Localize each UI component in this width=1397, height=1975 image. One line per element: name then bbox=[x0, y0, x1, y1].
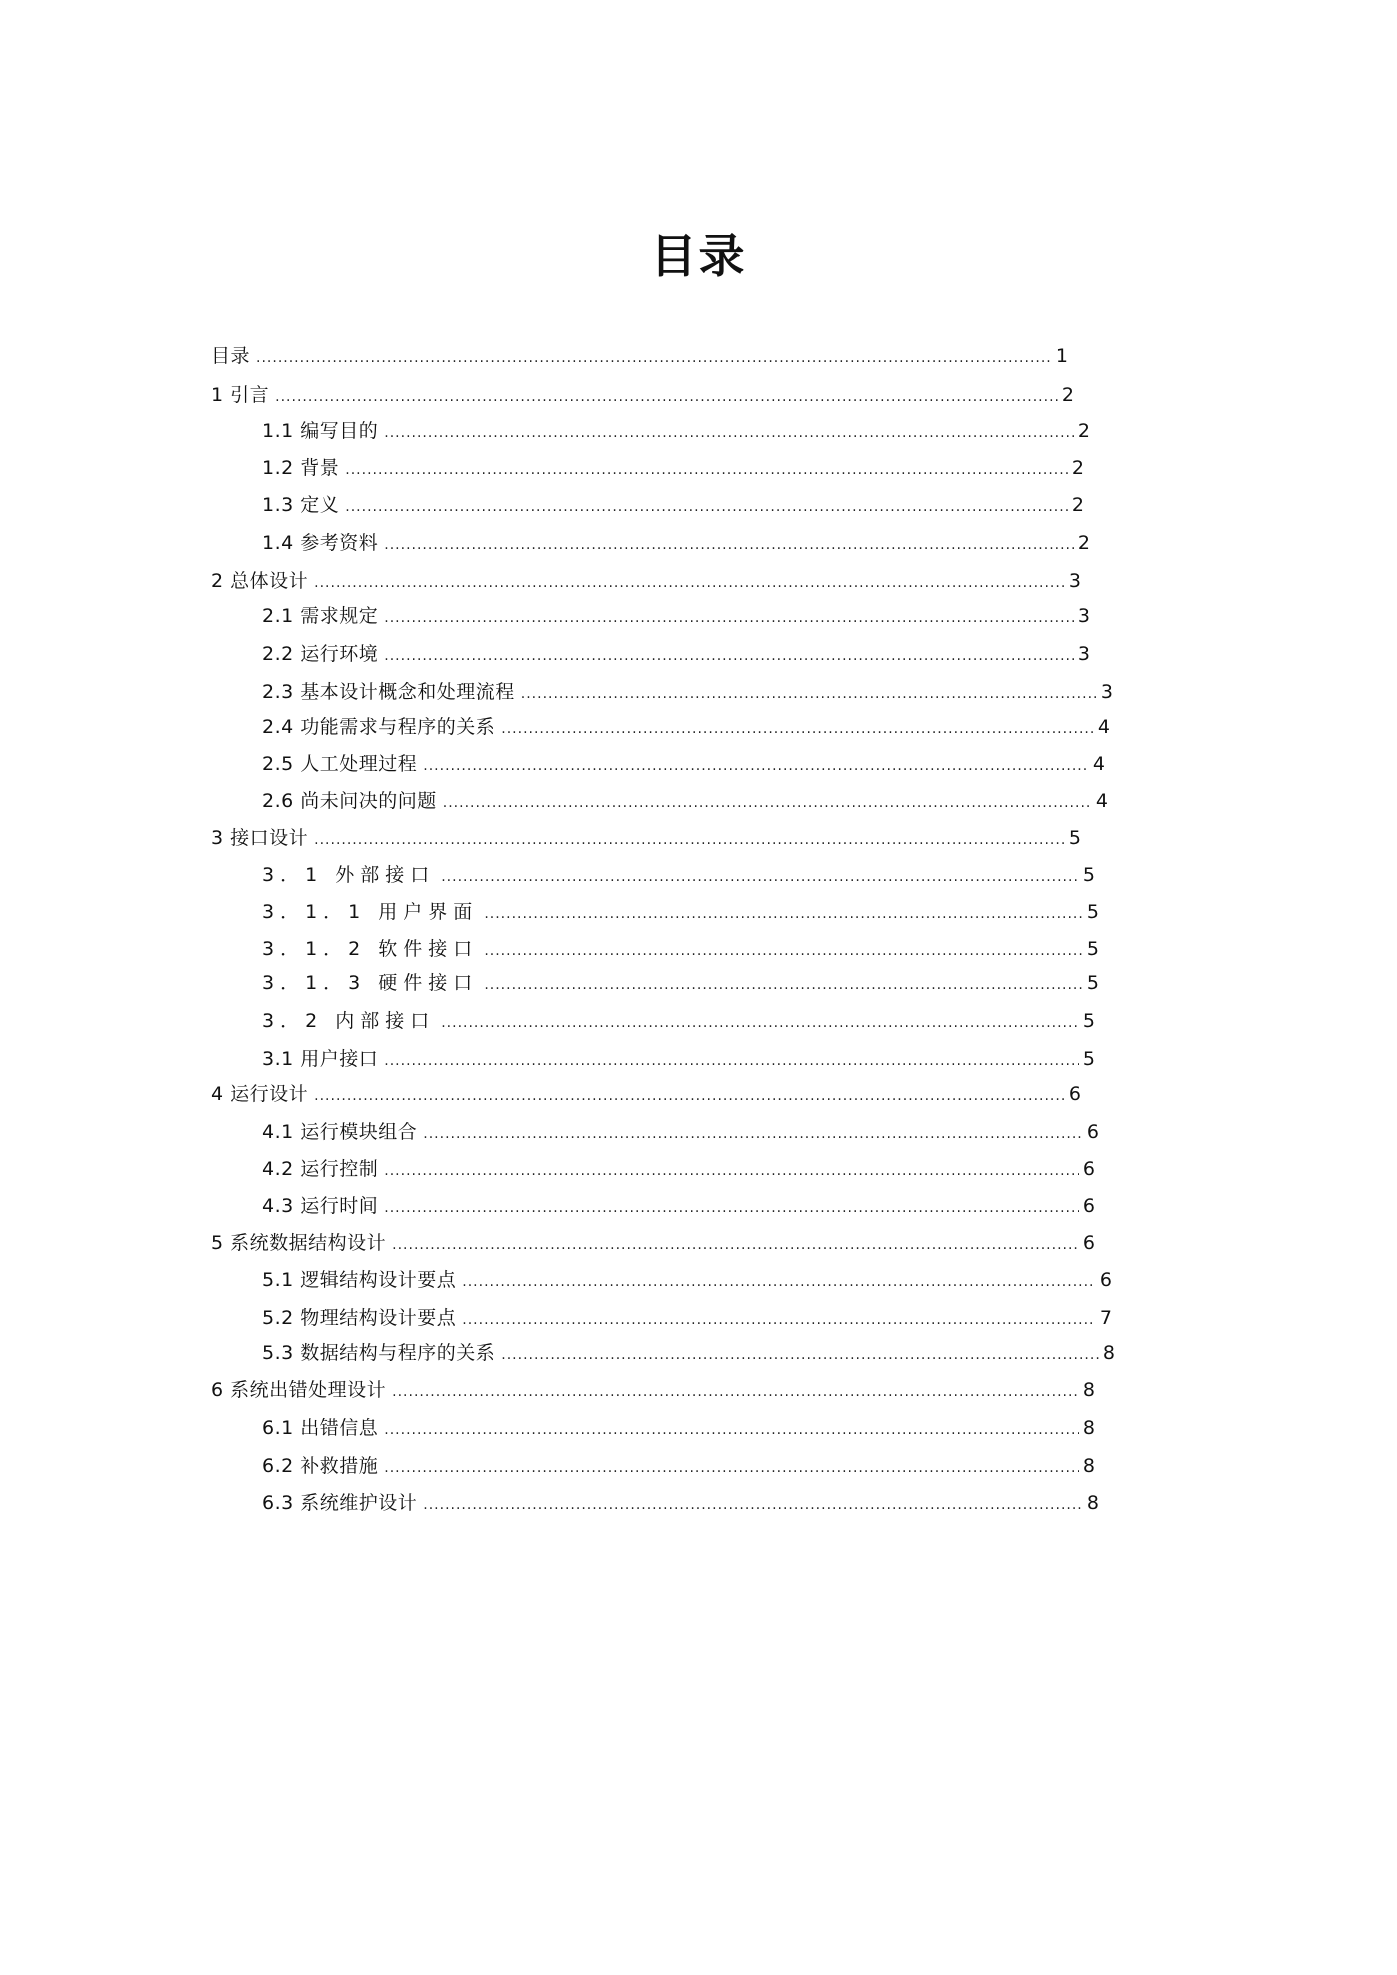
toc-entry[interactable] bbox=[211, 1230, 1095, 1258]
dot-leader bbox=[314, 570, 1065, 596]
dot-leader bbox=[521, 681, 1097, 707]
toc-entry-label: 3．1．3 硬件接口 bbox=[262, 972, 479, 994]
toc-entry-page: 5 bbox=[1082, 1048, 1095, 1070]
toc-entry-page: 5 bbox=[1082, 864, 1095, 886]
dot-leader bbox=[423, 1492, 1083, 1518]
toc-entry-label: 6.2 补救措施 bbox=[262, 1455, 379, 1477]
toc-entry[interactable] bbox=[262, 1453, 1095, 1481]
toc-entry[interactable] bbox=[262, 1340, 1115, 1368]
dot-leader bbox=[501, 1342, 1099, 1368]
toc-entry-page: 6 bbox=[1099, 1269, 1112, 1291]
toc-entry[interactable] bbox=[262, 492, 1084, 520]
dot-leader bbox=[384, 1048, 1079, 1074]
toc-entry-page: 8 bbox=[1102, 1342, 1115, 1364]
dot-leader bbox=[345, 494, 1068, 520]
dot-leader bbox=[423, 753, 1089, 779]
toc-entry[interactable] bbox=[262, 1008, 1095, 1036]
toc-entry[interactable] bbox=[262, 1119, 1099, 1147]
toc-entry-page: 5 bbox=[1082, 1010, 1095, 1032]
toc-entry-label: 3．1．1 用户界面 bbox=[262, 901, 479, 923]
toc-entry-label: 5.2 物理结构设计要点 bbox=[262, 1307, 457, 1329]
dot-leader bbox=[384, 420, 1074, 446]
toc-entry[interactable] bbox=[262, 714, 1110, 742]
toc-entry-label: 4.2 运行控制 bbox=[262, 1158, 379, 1180]
dot-leader bbox=[256, 345, 1052, 371]
toc-entry-label: 2.4 功能需求与程序的关系 bbox=[262, 716, 496, 738]
dot-leader bbox=[443, 790, 1092, 816]
toc-entry-page: 4 bbox=[1092, 753, 1105, 775]
toc-entry-page: 6 bbox=[1068, 1083, 1081, 1105]
dot-leader bbox=[384, 1195, 1079, 1221]
toc-entry-label: 5 系统数据结构设计 bbox=[211, 1232, 387, 1254]
toc-entry-page: 2 bbox=[1071, 457, 1084, 479]
dot-leader bbox=[484, 901, 1083, 927]
toc-entry[interactable] bbox=[262, 862, 1095, 890]
toc-entry[interactable] bbox=[262, 1305, 1112, 1333]
toc-entry-page: 2 bbox=[1071, 494, 1084, 516]
dot-leader bbox=[501, 716, 1094, 742]
dot-leader bbox=[441, 864, 1079, 890]
toc-entry-label: 1 引言 bbox=[211, 384, 270, 406]
toc-entry-page: 8 bbox=[1086, 1492, 1099, 1514]
dot-leader bbox=[384, 1158, 1079, 1184]
toc-entry[interactable] bbox=[262, 1267, 1112, 1295]
toc-entry-label: 4.3 运行时间 bbox=[262, 1195, 379, 1217]
toc-entry-page: 6 bbox=[1082, 1158, 1095, 1180]
toc-entry-label: 2.5 人工处理过程 bbox=[262, 753, 418, 775]
toc-entry-label: 1.3 定义 bbox=[262, 494, 340, 516]
toc-entry-page: 5 bbox=[1086, 901, 1099, 923]
dot-leader bbox=[462, 1269, 1096, 1295]
toc-entry-label: 3．2 内部接口 bbox=[262, 1010, 436, 1032]
dot-leader bbox=[314, 1083, 1065, 1109]
dot-leader bbox=[441, 1010, 1079, 1036]
toc-entry-label: 1.2 背景 bbox=[262, 457, 340, 479]
toc-entry-page: 3 bbox=[1068, 570, 1081, 592]
dot-leader bbox=[484, 938, 1083, 964]
toc-entry-page: 3 bbox=[1077, 605, 1090, 627]
toc-entry-label: 6 系统出错处理设计 bbox=[211, 1379, 387, 1401]
toc-entry[interactable] bbox=[262, 455, 1084, 483]
toc-entry[interactable] bbox=[211, 1377, 1095, 1405]
toc-entry-label: 6.1 出错信息 bbox=[262, 1417, 379, 1439]
toc-entry-label: 1.1 编写目的 bbox=[262, 420, 379, 442]
toc-entry-page: 7 bbox=[1099, 1307, 1112, 1329]
toc-entry[interactable] bbox=[262, 788, 1108, 816]
toc-entry-label: 3．1 外部接口 bbox=[262, 864, 436, 886]
toc-entry-page: 2 bbox=[1077, 532, 1090, 554]
toc-entry[interactable] bbox=[211, 1081, 1081, 1109]
toc-entry-label: 2.3 基本设计概念和处理流程 bbox=[262, 681, 515, 703]
dot-leader bbox=[384, 1455, 1079, 1481]
toc-entry-page: 3 bbox=[1100, 681, 1113, 703]
dot-leader bbox=[384, 1417, 1079, 1443]
dot-leader bbox=[314, 827, 1065, 853]
toc-entry-label: 1.4 参考资料 bbox=[262, 532, 379, 554]
toc-entry-label: 5.3 数据结构与程序的关系 bbox=[262, 1342, 496, 1364]
dot-leader bbox=[392, 1232, 1079, 1258]
toc-entry-page: 1 bbox=[1055, 345, 1068, 367]
toc-entry[interactable] bbox=[262, 1490, 1099, 1518]
dot-leader bbox=[384, 605, 1074, 631]
toc-entry-page: 8 bbox=[1082, 1455, 1095, 1477]
toc-entry[interactable] bbox=[262, 1415, 1095, 1443]
toc-entry-page: 2 bbox=[1077, 420, 1090, 442]
toc-entry-page: 6 bbox=[1082, 1232, 1095, 1254]
dot-leader bbox=[462, 1307, 1096, 1333]
toc-entry-label: 3．1．2 软件接口 bbox=[262, 938, 479, 960]
toc-entry-label: 5.1 逻辑结构设计要点 bbox=[262, 1269, 457, 1291]
toc-entry-page: 8 bbox=[1082, 1379, 1095, 1401]
dot-leader bbox=[392, 1379, 1079, 1405]
toc-entry[interactable] bbox=[262, 418, 1090, 446]
toc-entry-page: 2 bbox=[1061, 384, 1074, 406]
page-title: 目录 bbox=[650, 229, 747, 283]
toc-entry[interactable] bbox=[262, 936, 1099, 964]
toc-entry[interactable] bbox=[262, 641, 1090, 669]
dot-leader bbox=[423, 1121, 1083, 1147]
toc-entry-label: 2 总体设计 bbox=[211, 570, 309, 592]
dot-leader bbox=[384, 643, 1074, 669]
toc-entry[interactable] bbox=[211, 825, 1081, 853]
toc-entry-page: 5 bbox=[1086, 938, 1099, 960]
toc-entry[interactable] bbox=[211, 382, 1074, 410]
toc-entry-label: 4.1 运行模块组合 bbox=[262, 1121, 418, 1143]
toc-entry-label: 3 接口设计 bbox=[211, 827, 309, 849]
toc-entry[interactable] bbox=[262, 970, 1099, 998]
toc-entry[interactable] bbox=[262, 1193, 1095, 1221]
toc-entry[interactable] bbox=[262, 751, 1105, 779]
toc-entry-label: 2.1 需求规定 bbox=[262, 605, 379, 627]
toc-entry-label: 4 运行设计 bbox=[211, 1083, 309, 1105]
toc-entry-page: 3 bbox=[1077, 643, 1090, 665]
toc-entry-label: 2.6 尚未问决的问题 bbox=[262, 790, 437, 812]
toc-entry[interactable] bbox=[211, 568, 1081, 596]
dot-leader bbox=[345, 457, 1068, 483]
toc-entry-label: 6.3 系统维护设计 bbox=[262, 1492, 418, 1514]
toc-entry-label: 目录 bbox=[211, 345, 251, 367]
toc-entry[interactable] bbox=[262, 1156, 1095, 1184]
toc-entry-page: 8 bbox=[1082, 1417, 1095, 1439]
toc-entry-page: 6 bbox=[1082, 1195, 1095, 1217]
toc-entry-page: 4 bbox=[1097, 716, 1110, 738]
dot-leader bbox=[484, 972, 1083, 998]
toc-entry[interactable] bbox=[262, 530, 1090, 558]
toc-entry[interactable] bbox=[262, 1046, 1095, 1074]
toc-entry-page: 5 bbox=[1086, 972, 1099, 994]
dot-leader bbox=[275, 384, 1058, 410]
toc-entry-label: 2.2 运行环境 bbox=[262, 643, 379, 665]
toc-entry[interactable] bbox=[262, 899, 1099, 927]
toc-entry-page: 5 bbox=[1068, 827, 1081, 849]
toc-entry-page: 6 bbox=[1086, 1121, 1099, 1143]
toc-entry-label: 3.1 用户接口 bbox=[262, 1048, 379, 1070]
toc-entry[interactable] bbox=[262, 603, 1090, 631]
toc-entry-page: 4 bbox=[1095, 790, 1108, 812]
toc-entry[interactable] bbox=[262, 679, 1113, 707]
dot-leader bbox=[384, 532, 1074, 558]
toc-entry[interactable] bbox=[211, 343, 1068, 371]
